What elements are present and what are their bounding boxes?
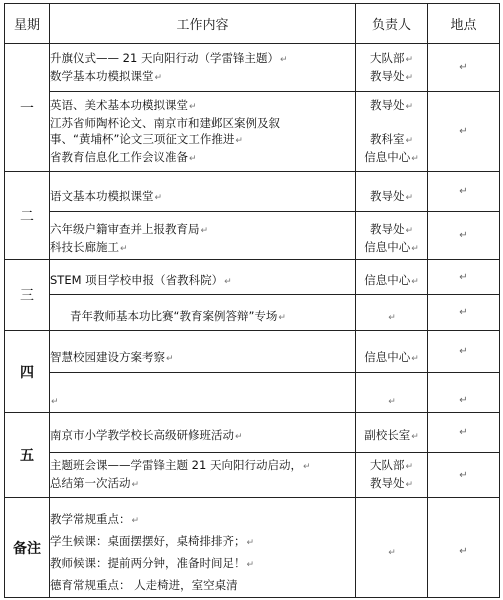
owner-line: 副校长室 <box>364 427 411 442</box>
table-row <box>5 373 500 413</box>
table-row <box>5 212 500 260</box>
table-row <box>5 413 500 453</box>
content-line: 主题班会课——学雷锋主题 21 天向阳行动启动， <box>50 458 302 472</box>
day-cell-tue: 二 <box>5 172 50 260</box>
owner-cell: 大队部↵ 教导处↵ <box>356 44 428 92</box>
place-cell: ↵ <box>428 373 500 413</box>
content-cell: 主题班会课——学雷锋主题 21 天向阳行动启动，↵ 总结第一次活动↵ <box>50 453 356 498</box>
place-cell: ↵ <box>428 172 500 212</box>
table-row <box>5 331 500 373</box>
place-cell: ↵ <box>428 44 500 92</box>
day-cell-thu: 四 <box>5 331 50 413</box>
content-line: 科技长廊施工 <box>50 239 119 254</box>
table-row <box>5 498 500 598</box>
owner-line: 信息中心 <box>364 239 411 254</box>
day-cell-fri: 五 <box>5 413 50 498</box>
header-owner: 负责人 <box>356 4 428 44</box>
owner-cell: 教导处↵ <box>356 172 428 212</box>
header-place: 地点 <box>428 4 500 44</box>
table-row <box>5 92 500 172</box>
content-cell: 英语、美术基本功模拟课堂↵ 江苏省师陶杯论文、南京市和建邺区案例及叙 事、“黄埔杯”论文三项征文工作推进↵ 省教育信息化工作会议准备↵ <box>50 92 356 172</box>
content-cell: 青年教师基本功比赛“教育案例答辩”专场↵ <box>50 295 356 331</box>
schedule-table <box>4 3 500 598</box>
day-cell-notes: 备注 <box>5 498 50 598</box>
content-cell: STEM 项目学校申报（省教科院）↵ <box>50 260 356 295</box>
place-cell: ↵ <box>428 453 500 498</box>
header-row <box>5 4 500 44</box>
owner-cell: 信息中心↵ <box>356 260 428 295</box>
content-line: 教师候课：提前两分钟，准备时间足！ <box>50 555 246 570</box>
content-line: 德育常规重点： 人走椅进，室空桌清 <box>50 577 238 592</box>
place-cell: ↵ <box>428 498 500 598</box>
header-day: 星期 <box>5 4 50 44</box>
day-cell-wed: 三 <box>5 260 50 331</box>
day-cell-mon: 一 <box>5 44 50 172</box>
owner-cell: 信息中心↵ <box>356 331 428 373</box>
owner-line: 教导处 <box>369 188 405 203</box>
content-line: 省教育信息化工作会议准备 <box>50 149 188 164</box>
owner-cell: ↵ <box>356 498 428 598</box>
content-cell: 南京市小学教学校长高级研修班活动↵ <box>50 413 356 453</box>
content-cell: 教学常规重点：↵ 学生候课：桌面摆摆好，桌椅排排齐；↵ 教师候课：提前两分钟，准备时间足！↵ 德育常规重点： 人走椅进，室空桌清 <box>50 498 356 598</box>
owner-cell: 教导处↵ 教科室↵ 信息中心↵ <box>356 92 428 172</box>
owner-line: 教导处 <box>369 221 405 236</box>
table-row <box>5 260 500 295</box>
content-line: 学生候课：桌面摆摆好，桌椅排排齐； <box>50 533 246 548</box>
content-line: 智慧校园建设方案考察 <box>50 349 165 364</box>
owner-cell: 副校长室↵ <box>356 413 428 453</box>
content-line: 英语、美术基本功模拟课堂 <box>50 97 188 112</box>
owner-line: 教导处 <box>369 97 405 112</box>
place-cell: ↵ <box>428 295 500 331</box>
owner-cell: ↵ <box>356 295 428 331</box>
header-content: 工作内容 <box>50 4 356 44</box>
owner-line: 信息中心 <box>364 349 411 364</box>
table-row <box>5 453 500 498</box>
owner-cell: 大队部↵ 教导处↵ <box>356 453 428 498</box>
content-line: 青年教师基本功比赛“教育案例答辩”专场 <box>70 308 278 323</box>
owner-line: 教导处 <box>369 476 405 490</box>
place-cell: ↵ <box>428 331 500 373</box>
owner-cell: 教导处↵ 信息中心↵ <box>356 212 428 260</box>
table-row <box>5 295 500 331</box>
content-cell: 升旗仪式—— 21 天向阳行动（学雷锋主题）↵ 数学基本功模拟课堂↵ <box>50 44 356 92</box>
content-line: 升旗仪式—— 21 天向阳行动（学雷锋主题） <box>50 50 279 65</box>
place-cell: ↵ <box>428 260 500 295</box>
owner-line: 大队部 <box>369 458 405 472</box>
content-line: 事、“黄埔杯”论文三项征文工作推进 <box>50 131 235 146</box>
content-cell: 智慧校园建设方案考察↵ <box>50 331 356 373</box>
content-cell: 语文基本功模拟课堂↵ <box>50 172 356 212</box>
content-line: 教学常规重点： <box>50 511 131 526</box>
content-line: 总结第一次活动 <box>50 476 131 490</box>
place-cell: ↵ <box>428 212 500 260</box>
content-line: 语文基本功模拟课堂 <box>50 188 154 203</box>
place-cell: ↵ <box>428 92 500 172</box>
content-cell: 六年级户籍审查并上报教育局↵ 科技长廊施工↵ <box>50 212 356 260</box>
owner-line: 信息中心 <box>364 273 411 287</box>
content-line: 数学基本功模拟课堂 <box>50 68 154 83</box>
content-cell: ↵ <box>50 373 356 413</box>
table-row <box>5 172 500 212</box>
owner-line: 教科室 <box>369 131 405 146</box>
owner-line: 信息中心 <box>364 149 411 164</box>
owner-line: 大队部 <box>369 50 405 65</box>
content-line: STEM 项目学校申报（省教科院） <box>50 273 224 287</box>
content-line: 南京市小学教学校长高级研修班活动 <box>50 427 234 442</box>
content-line: 六年级户籍审查并上报教育局 <box>50 221 200 236</box>
owner-line: 教导处 <box>369 68 405 83</box>
place-cell: ↵ <box>428 413 500 453</box>
owner-cell: ↵ <box>356 373 428 413</box>
table-row <box>5 44 500 92</box>
content-line: 江苏省师陶杯论文、南京市和建邺区案例及叙 <box>50 115 280 130</box>
